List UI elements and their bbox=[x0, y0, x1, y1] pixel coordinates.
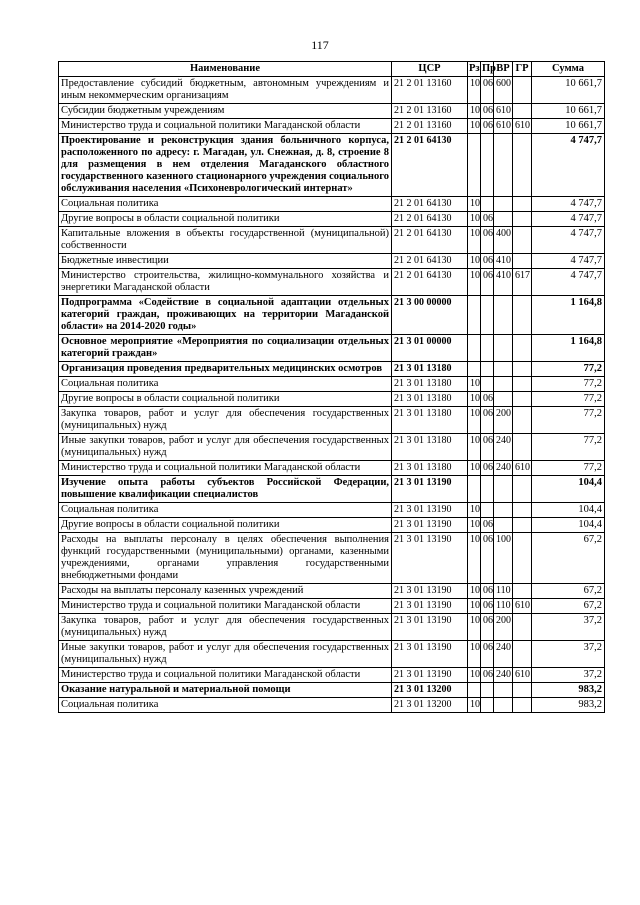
vr-cell: 600 bbox=[494, 77, 513, 104]
header-rz: Рз bbox=[468, 62, 481, 77]
code-cell: 21 2 01 64130 bbox=[392, 197, 468, 212]
name-cell: Основное мероприятие «Мероприятия по социализации отдельных категорий граждан» bbox=[59, 335, 392, 362]
pr-cell bbox=[481, 377, 494, 392]
vr-cell bbox=[494, 518, 513, 533]
header-sum: Сумма bbox=[532, 62, 605, 77]
pr-cell bbox=[481, 197, 494, 212]
gr-cell: 610 bbox=[513, 119, 532, 134]
name-cell: Бюджетные инвестиции bbox=[59, 254, 392, 269]
sum-cell: 4 747,7 bbox=[532, 197, 605, 212]
table-row bbox=[59, 668, 605, 683]
sum-cell: 4 747,7 bbox=[532, 269, 605, 296]
rz-cell: 10 bbox=[468, 269, 481, 296]
rz-cell: 10 bbox=[468, 77, 481, 104]
rz-cell: 10 bbox=[468, 461, 481, 476]
rz-cell: 10 bbox=[468, 668, 481, 683]
pr-cell: 06 bbox=[481, 518, 494, 533]
table-row bbox=[59, 392, 605, 407]
gr-cell bbox=[513, 77, 532, 104]
rz-cell: 10 bbox=[468, 614, 481, 641]
rz-cell bbox=[468, 296, 481, 335]
pr-cell: 06 bbox=[481, 212, 494, 227]
rz-cell: 10 bbox=[468, 377, 481, 392]
sum-cell: 77,2 bbox=[532, 407, 605, 434]
gr-cell bbox=[513, 212, 532, 227]
code-cell: 21 3 01 13180 bbox=[392, 377, 468, 392]
budget-table bbox=[58, 61, 605, 713]
rz-cell: 10 bbox=[468, 503, 481, 518]
rz-cell: 10 bbox=[468, 227, 481, 254]
rz-cell bbox=[468, 476, 481, 503]
table-row bbox=[59, 641, 605, 668]
gr-cell bbox=[513, 335, 532, 362]
table-row bbox=[59, 599, 605, 614]
sum-cell: 10 661,7 bbox=[532, 77, 605, 104]
sum-cell: 10 661,7 bbox=[532, 119, 605, 134]
code-cell: 21 2 01 13160 bbox=[392, 104, 468, 119]
rz-cell: 10 bbox=[468, 392, 481, 407]
table-row bbox=[59, 461, 605, 476]
pr-cell: 06 bbox=[481, 254, 494, 269]
gr-cell bbox=[513, 134, 532, 197]
vr-cell: 110 bbox=[494, 584, 513, 599]
gr-cell: 617 bbox=[513, 269, 532, 296]
code-cell: 21 3 01 13190 bbox=[392, 476, 468, 503]
sum-cell: 104,4 bbox=[532, 518, 605, 533]
code-cell: 21 2 01 13160 bbox=[392, 119, 468, 134]
vr-cell: 200 bbox=[494, 614, 513, 641]
table-body bbox=[59, 77, 605, 713]
table-row bbox=[59, 377, 605, 392]
gr-cell bbox=[513, 518, 532, 533]
sum-cell: 77,2 bbox=[532, 461, 605, 476]
rz-cell bbox=[468, 134, 481, 197]
gr-cell bbox=[513, 227, 532, 254]
code-cell: 21 3 01 13190 bbox=[392, 518, 468, 533]
gr-cell bbox=[513, 104, 532, 119]
gr-cell bbox=[513, 698, 532, 713]
vr-cell bbox=[494, 683, 513, 698]
rz-cell: 10 bbox=[468, 641, 481, 668]
sum-cell: 10 661,7 bbox=[532, 104, 605, 119]
header-gr: ГР bbox=[513, 62, 532, 77]
header-name: Наименование bbox=[59, 62, 392, 77]
gr-cell: 610 bbox=[513, 599, 532, 614]
code-cell: 21 3 01 13180 bbox=[392, 461, 468, 476]
rz-cell: 10 bbox=[468, 212, 481, 227]
name-cell: Министерство труда и социальной политики Магаданской области bbox=[59, 119, 392, 134]
gr-cell bbox=[513, 407, 532, 434]
gr-cell bbox=[513, 392, 532, 407]
pr-cell: 06 bbox=[481, 119, 494, 134]
name-cell: Министерство труда и социальной политики Магаданской области bbox=[59, 461, 392, 476]
sum-cell: 37,2 bbox=[532, 668, 605, 683]
sum-cell: 77,2 bbox=[532, 377, 605, 392]
name-cell: Социальная политика bbox=[59, 698, 392, 713]
table-row bbox=[59, 518, 605, 533]
table-row bbox=[59, 434, 605, 461]
gr-cell: 610 bbox=[513, 668, 532, 683]
code-cell: 21 3 01 13200 bbox=[392, 683, 468, 698]
gr-cell bbox=[513, 683, 532, 698]
sum-cell: 67,2 bbox=[532, 599, 605, 614]
code-cell: 21 2 01 13160 bbox=[392, 77, 468, 104]
code-cell: 21 3 01 13190 bbox=[392, 668, 468, 683]
header-code: ЦСР bbox=[392, 62, 468, 77]
sum-cell: 104,4 bbox=[532, 476, 605, 503]
sum-cell: 77,2 bbox=[532, 434, 605, 461]
name-cell: Расходы на выплаты персоналу в целях обеспечения выполнения функций государственными (муниципальными) органами, казенными учреждениями, органами управления государственными внебюджетными фондами bbox=[59, 533, 392, 584]
sum-cell: 67,2 bbox=[532, 533, 605, 584]
code-cell: 21 3 01 13190 bbox=[392, 584, 468, 599]
name-cell: Оказание натуральной и материальной помощи bbox=[59, 683, 392, 698]
sum-cell: 104,4 bbox=[532, 503, 605, 518]
code-cell: 21 2 01 64130 bbox=[392, 134, 468, 197]
name-cell: Субсидии бюджетным учреждениям bbox=[59, 104, 392, 119]
rz-cell: 10 bbox=[468, 599, 481, 614]
code-cell: 21 3 01 00000 bbox=[392, 335, 468, 362]
sum-cell: 37,2 bbox=[532, 641, 605, 668]
rz-cell: 10 bbox=[468, 119, 481, 134]
pr-cell: 06 bbox=[481, 533, 494, 584]
vr-cell: 240 bbox=[494, 461, 513, 476]
name-cell: Другие вопросы в области социальной политики bbox=[59, 518, 392, 533]
sum-cell: 77,2 bbox=[532, 362, 605, 377]
gr-cell bbox=[513, 533, 532, 584]
name-cell: Капитальные вложения в объекты государственной (муниципальной) собственности bbox=[59, 227, 392, 254]
table-row bbox=[59, 533, 605, 584]
vr-cell bbox=[494, 362, 513, 377]
pr-cell: 06 bbox=[481, 614, 494, 641]
vr-cell: 110 bbox=[494, 599, 513, 614]
vr-cell bbox=[494, 335, 513, 362]
vr-cell bbox=[494, 296, 513, 335]
code-cell: 21 2 01 64130 bbox=[392, 269, 468, 296]
code-cell: 21 3 01 13180 bbox=[392, 362, 468, 377]
code-cell: 21 3 01 13180 bbox=[392, 407, 468, 434]
code-cell: 21 3 01 13180 bbox=[392, 434, 468, 461]
table-row bbox=[59, 476, 605, 503]
vr-cell bbox=[494, 212, 513, 227]
code-cell: 21 3 01 13200 bbox=[392, 698, 468, 713]
vr-cell bbox=[494, 698, 513, 713]
rz-cell: 10 bbox=[468, 197, 481, 212]
sum-cell: 4 747,7 bbox=[532, 134, 605, 197]
code-cell: 21 3 00 00000 bbox=[392, 296, 468, 335]
table-row bbox=[59, 104, 605, 119]
sum-cell: 37,2 bbox=[532, 614, 605, 641]
header-pr: Пр bbox=[481, 62, 494, 77]
pr-cell: 06 bbox=[481, 434, 494, 461]
gr-cell bbox=[513, 377, 532, 392]
pr-cell bbox=[481, 476, 494, 503]
table-row bbox=[59, 269, 605, 296]
code-cell: 21 2 01 64130 bbox=[392, 227, 468, 254]
rz-cell: 10 bbox=[468, 584, 481, 599]
name-cell: Изучение опыта работы субъектов Российской Федерации, повышение квалификации специалистов bbox=[59, 476, 392, 503]
sum-cell: 983,2 bbox=[532, 698, 605, 713]
table-row bbox=[59, 335, 605, 362]
gr-cell bbox=[513, 503, 532, 518]
table-row bbox=[59, 119, 605, 134]
code-cell: 21 3 01 13190 bbox=[392, 533, 468, 584]
table-row bbox=[59, 362, 605, 377]
rz-cell bbox=[468, 683, 481, 698]
table-row bbox=[59, 698, 605, 713]
code-cell: 21 3 01 13190 bbox=[392, 503, 468, 518]
table-row bbox=[59, 254, 605, 269]
rz-cell: 10 bbox=[468, 434, 481, 461]
name-cell: Закупка товаров, работ и услуг для обеспечения государственных (муниципальных) нужд bbox=[59, 407, 392, 434]
name-cell: Расходы на выплаты персоналу казенных учреждений bbox=[59, 584, 392, 599]
sum-cell: 4 747,7 bbox=[532, 227, 605, 254]
pr-cell: 06 bbox=[481, 407, 494, 434]
vr-cell bbox=[494, 476, 513, 503]
name-cell: Предоставление субсидий бюджетным, автономным учреждениям и иным некоммерческим организациям bbox=[59, 77, 392, 104]
table-row bbox=[59, 407, 605, 434]
name-cell: Социальная политика bbox=[59, 503, 392, 518]
table-row bbox=[59, 296, 605, 335]
header-vr: ВР bbox=[494, 62, 513, 77]
vr-cell: 240 bbox=[494, 668, 513, 683]
table-row bbox=[59, 77, 605, 104]
gr-cell bbox=[513, 584, 532, 599]
name-cell: Министерство строительства, жилищно-коммунального хозяйства и энергетики Магаданской области bbox=[59, 269, 392, 296]
code-cell: 21 2 01 64130 bbox=[392, 254, 468, 269]
pr-cell: 06 bbox=[481, 668, 494, 683]
gr-cell: 610 bbox=[513, 461, 532, 476]
vr-cell bbox=[494, 392, 513, 407]
vr-cell: 610 bbox=[494, 119, 513, 134]
rz-cell: 10 bbox=[468, 518, 481, 533]
code-cell: 21 3 01 13190 bbox=[392, 641, 468, 668]
gr-cell bbox=[513, 434, 532, 461]
name-cell: Социальная политика bbox=[59, 377, 392, 392]
pr-cell bbox=[481, 683, 494, 698]
vr-cell bbox=[494, 197, 513, 212]
gr-cell bbox=[513, 362, 532, 377]
name-cell: Другие вопросы в области социальной политики bbox=[59, 212, 392, 227]
name-cell: Подпрограмма «Содействие в социальной адаптации отдельных категорий граждан, проживающих на территории Магаданской области» на 2014-2020 годы» bbox=[59, 296, 392, 335]
sum-cell: 4 747,7 bbox=[532, 254, 605, 269]
pr-cell bbox=[481, 503, 494, 518]
name-cell: Социальная политика bbox=[59, 197, 392, 212]
sum-cell: 1 164,8 bbox=[532, 296, 605, 335]
pr-cell: 06 bbox=[481, 584, 494, 599]
vr-cell: 410 bbox=[494, 269, 513, 296]
pr-cell bbox=[481, 296, 494, 335]
name-cell: Организация проведения предварительных медицинских осмотров bbox=[59, 362, 392, 377]
gr-cell bbox=[513, 614, 532, 641]
pr-cell: 06 bbox=[481, 269, 494, 296]
table-row bbox=[59, 683, 605, 698]
pr-cell: 06 bbox=[481, 641, 494, 668]
pr-cell bbox=[481, 362, 494, 377]
code-cell: 21 3 01 13180 bbox=[392, 392, 468, 407]
pr-cell: 06 bbox=[481, 104, 494, 119]
table-row bbox=[59, 227, 605, 254]
rz-cell: 10 bbox=[468, 698, 481, 713]
gr-cell bbox=[513, 476, 532, 503]
table-row bbox=[59, 503, 605, 518]
rz-cell bbox=[468, 362, 481, 377]
vr-cell bbox=[494, 377, 513, 392]
gr-cell bbox=[513, 641, 532, 668]
name-cell: Иные закупки товаров, работ и услуг для обеспечения государственных (муниципальных) нужд bbox=[59, 434, 392, 461]
table-row bbox=[59, 134, 605, 197]
vr-cell: 200 bbox=[494, 407, 513, 434]
name-cell: Проектирование и реконструкция здания больничного корпуса, расположенного по адресу: г. Магадан, ул. Снежная, д. 8, строение 8 для размещения в нем отделения Магаданского областного государственного казенного стационарного учреждения социального обслуживания населения «Психоневрологический интернат» bbox=[59, 134, 392, 197]
vr-cell bbox=[494, 503, 513, 518]
sum-cell: 983,2 bbox=[532, 683, 605, 698]
name-cell: Закупка товаров, работ и услуг для обеспечения государственных (муниципальных) нужд bbox=[59, 614, 392, 641]
gr-cell bbox=[513, 197, 532, 212]
sum-cell: 77,2 bbox=[532, 392, 605, 407]
rz-cell bbox=[468, 335, 481, 362]
gr-cell bbox=[513, 254, 532, 269]
pr-cell: 06 bbox=[481, 461, 494, 476]
pr-cell: 06 bbox=[481, 227, 494, 254]
code-cell: 21 3 01 13190 bbox=[392, 599, 468, 614]
vr-cell: 240 bbox=[494, 641, 513, 668]
pr-cell: 06 bbox=[481, 392, 494, 407]
table-row bbox=[59, 197, 605, 212]
sum-cell: 67,2 bbox=[532, 584, 605, 599]
code-cell: 21 3 01 13190 bbox=[392, 614, 468, 641]
vr-cell: 610 bbox=[494, 104, 513, 119]
table-row bbox=[59, 584, 605, 599]
gr-cell bbox=[513, 296, 532, 335]
vr-cell bbox=[494, 134, 513, 197]
pr-cell bbox=[481, 134, 494, 197]
name-cell: Министерство труда и социальной политики Магаданской области bbox=[59, 668, 392, 683]
name-cell: Другие вопросы в области социальной политики bbox=[59, 392, 392, 407]
code-cell: 21 2 01 64130 bbox=[392, 212, 468, 227]
vr-cell: 240 bbox=[494, 434, 513, 461]
table-header-row bbox=[59, 62, 605, 77]
pr-cell: 06 bbox=[481, 77, 494, 104]
sum-cell: 4 747,7 bbox=[532, 212, 605, 227]
name-cell: Министерство труда и социальной политики Магаданской области bbox=[59, 599, 392, 614]
name-cell: Иные закупки товаров, работ и услуг для обеспечения государственных (муниципальных) нужд bbox=[59, 641, 392, 668]
page-number: 117 bbox=[311, 38, 329, 52]
sum-cell: 1 164,8 bbox=[532, 335, 605, 362]
vr-cell: 400 bbox=[494, 227, 513, 254]
table-row bbox=[59, 212, 605, 227]
rz-cell: 10 bbox=[468, 407, 481, 434]
rz-cell: 10 bbox=[468, 533, 481, 584]
rz-cell: 10 bbox=[468, 254, 481, 269]
rz-cell: 10 bbox=[468, 104, 481, 119]
pr-cell: 06 bbox=[481, 599, 494, 614]
pr-cell bbox=[481, 335, 494, 362]
table-row bbox=[59, 614, 605, 641]
vr-cell: 100 bbox=[494, 533, 513, 584]
vr-cell: 410 bbox=[494, 254, 513, 269]
pr-cell bbox=[481, 698, 494, 713]
